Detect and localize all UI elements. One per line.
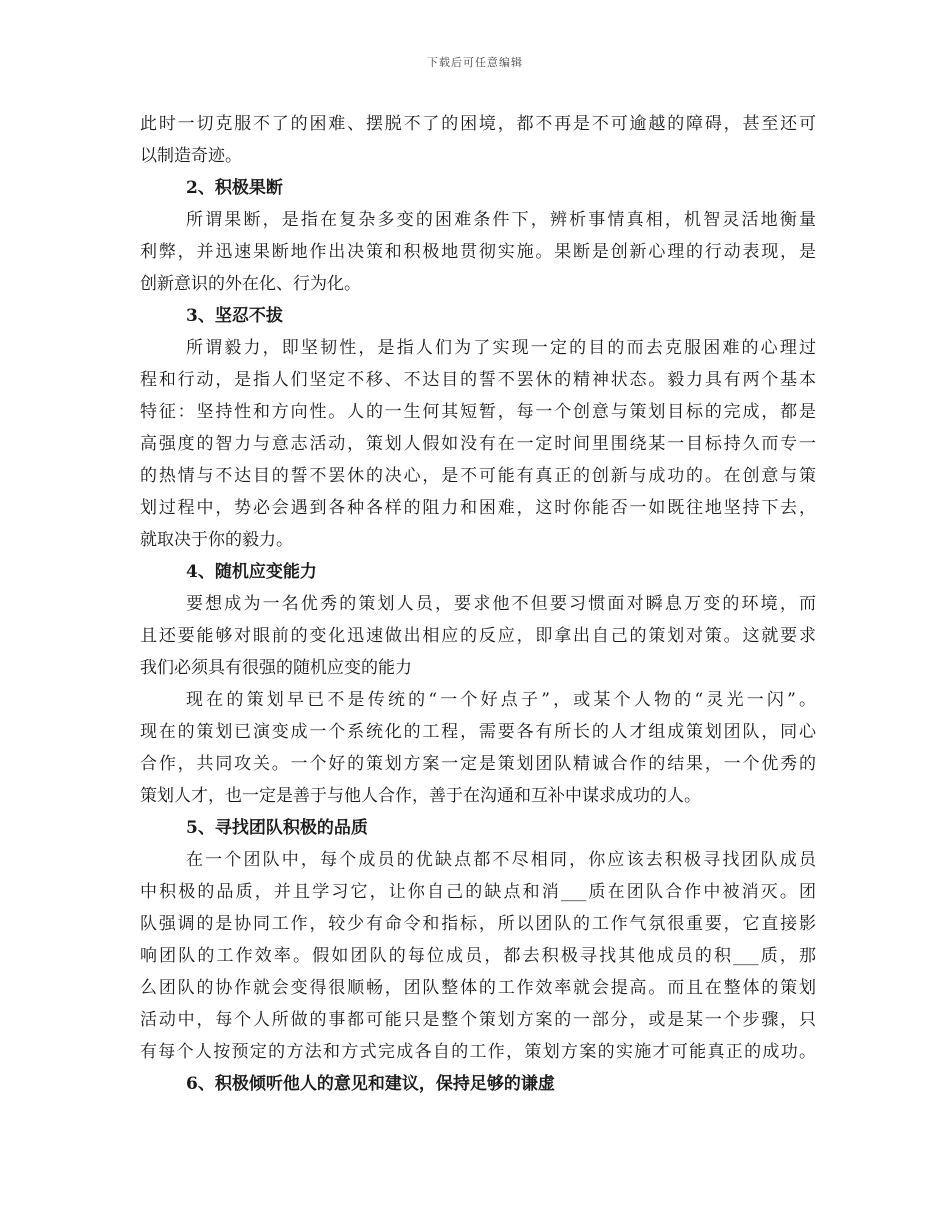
paragraph-line: 高强度的智力与意志活动，策划人假如没有在一定时间里围绕某一目标持久而专一 — [140, 434, 816, 454]
paragraph-line: 现在的策划早已不是传统的“一个好点子”，或某个人物的“灵光一闪”。 — [186, 690, 816, 710]
section-heading: 3、坚忍不拔 — [186, 306, 283, 326]
section-heading: 6、积极倾听他人的意见和建议，保持足够的谦虚 — [186, 1074, 555, 1094]
paragraph-line: 在一个团队中，每个成员的优缺点都不尽相同，你应该去积极寻找团队成员 — [186, 850, 816, 870]
section-heading: 2、积极果断 — [186, 178, 283, 198]
paragraph-line: 此时一切克服不了的困难、摆脱不了的困境，都不再是不可逾越的障碍，甚至还可 — [140, 114, 816, 134]
paragraph-line: 中积极的品质，并且学习它，让你自己的缺点和消___质在团队合作中被消灭。团 — [140, 882, 816, 902]
paragraph-line: 所谓果断，是指在复杂多变的困难条件下，辨析事情真相，机智灵活地衡量 — [186, 210, 816, 230]
paragraph-line: 以制造奇迹。 — [140, 146, 242, 166]
paragraph-line: 么团队的协作就会变得很顺畅，团队整体的工作效率就会提高。而且在整体的策划 — [140, 978, 816, 998]
paragraph-line: 活动中，每个人所做的事都可能只是整个策划方案的一部分，或是某一个步骤，只 — [140, 1010, 816, 1030]
paragraph-line: 划过程中，势必会遇到各种各样的阻力和困难，这时你能否一如既往地坚持下去， — [140, 498, 816, 518]
paragraph-line: 且还要能够对眼前的变化迅速做出相应的反应，即拿出自己的策划对策。这就要求 — [140, 626, 816, 646]
paragraph-line: 策划人才，也一定是善于与他人合作，善于在沟通和互补中谋求成功的人。 — [140, 786, 701, 806]
section-heading: 4、随机应变能力 — [186, 562, 317, 582]
paragraph-line: 我们必须具有很强的随机应变的能力 — [140, 658, 412, 678]
page-header: 下载后可任意编辑 — [427, 56, 523, 69]
paragraph-line: 程和行动，是指人们坚定不移、不达目的誓不罢休的精神状态。毅力具有两个基本 — [140, 370, 816, 390]
paragraph-line: 有每个人按预定的方法和方式完成各自的工作，策划方案的实施才可能真正的成功。 — [140, 1042, 816, 1062]
paragraph-line: 所谓毅力，即坚韧性，是指人们为了实现一定的目的而去克服困难的心理过 — [186, 338, 816, 358]
paragraph-line: 要想成为一名优秀的策划人员，要求他不但要习惯面对瞬息万变的环境，而 — [186, 594, 816, 614]
paragraph-line: 合作，共同攻关。一个好的策划方案一定是策划团队精诚合作的结果，一个优秀的 — [140, 754, 816, 774]
paragraph-line: 就取决于你的毅力。 — [140, 530, 293, 550]
paragraph-line: 的热情与不达目的誓不罢休的决心，是不可能有真正的创新与成功的。在创意与策 — [140, 466, 816, 486]
document-body — [140, 108, 816, 1100]
paragraph-line: 创新意识的外在化、行为化。 — [140, 274, 361, 294]
paragraph-line: 现在的策划已演变成一个系统化的工程，需要各有所长的人才组成策划团队，同心 — [140, 722, 816, 742]
paragraph-line: 利弊，并迅速果断地作出决策和积极地贯彻实施。果断是创新心理的行动表现，是 — [140, 242, 816, 262]
section-heading: 5、寻找团队积极的品质 — [186, 818, 368, 838]
paragraph-line: 响团队的工作效率。假如团队的每位成员，都去积极寻找其他成员的积___质，那 — [140, 946, 816, 966]
paragraph-line: 队强调的是协同工作，较少有命令和指标，所以团队的工作气氛很重要，它直接影 — [140, 914, 816, 934]
paragraph-line: 特征：坚持性和方向性。人的一生何其短暂，每一个创意与策划目标的完成，都是 — [140, 402, 816, 422]
